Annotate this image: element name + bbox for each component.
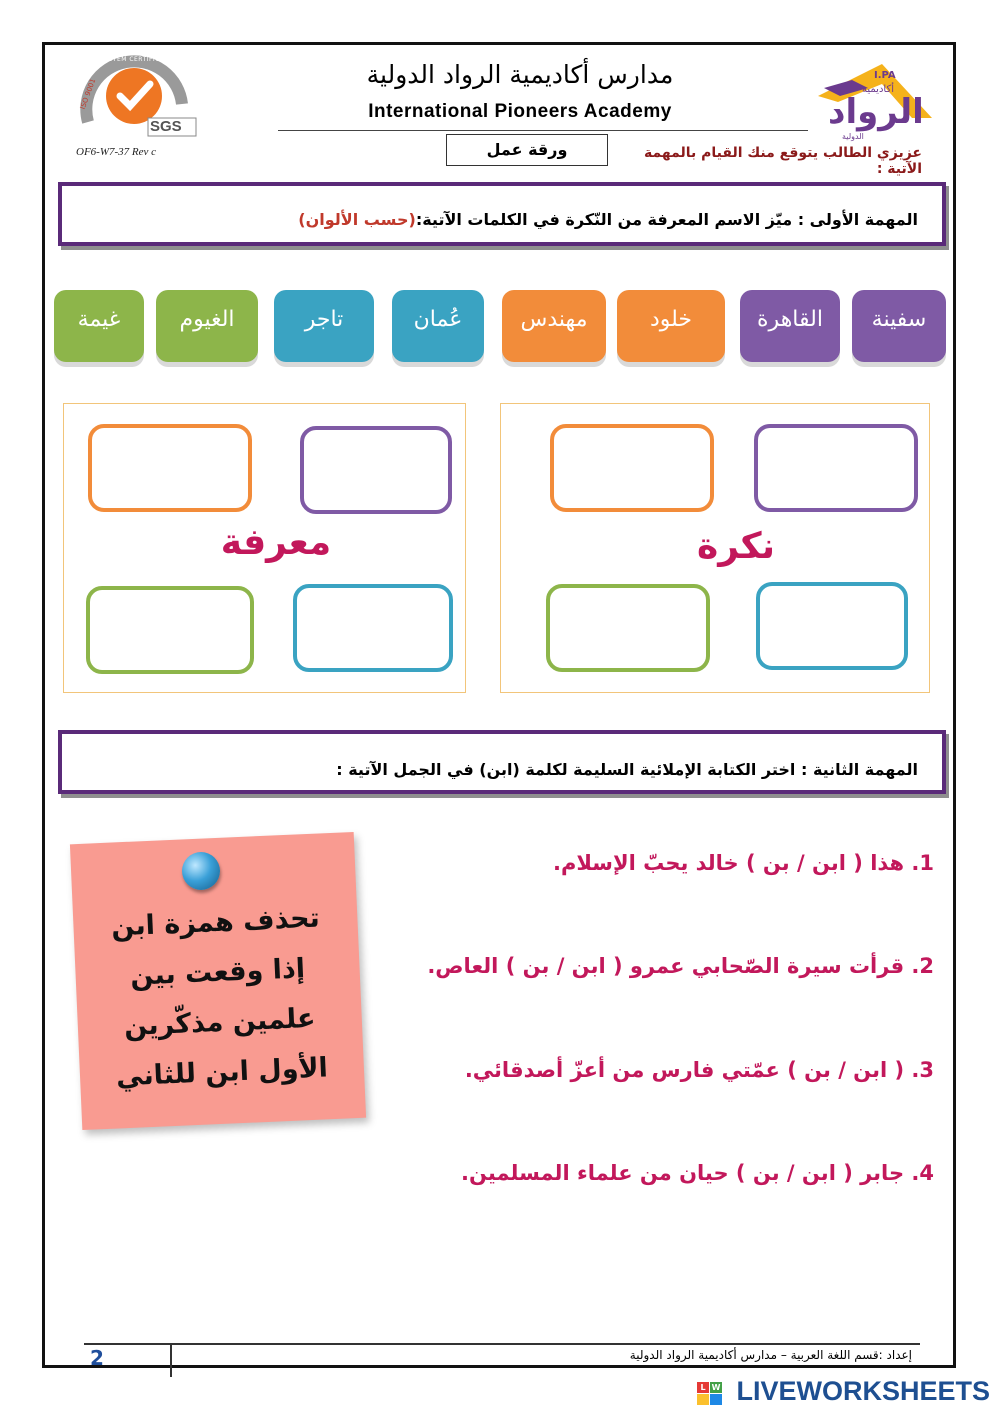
indefinite-slot-purple[interactable] <box>754 424 918 512</box>
footer-separator <box>170 1345 172 1377</box>
word-tile-2[interactable]: القاهرة <box>740 290 840 362</box>
definite-slot-purple[interactable] <box>300 426 452 514</box>
footer-prepared-by: إعداد :قسم اللغة العربية – مدارس أكاديمية الرواد الدولية <box>629 1348 912 1362</box>
word-tile-5[interactable]: عُمان <box>392 290 484 362</box>
academy-logo-abbr: I.PA <box>874 70 896 81</box>
worksheet-label: ورقة عمل <box>446 134 608 166</box>
academy-logo-sub: أكاديمية <box>862 84 894 95</box>
academy-logo-name: الرواد <box>828 92 924 132</box>
badge-letter-l: L <box>697 1382 709 1393</box>
liveworksheets-brand[interactable]: LIVEWORKSHEETS <box>736 1376 990 1406</box>
document-code: OF6-W7-37 Rev c <box>76 146 157 158</box>
sentence-3[interactable]: 3. ( ابن / بن ) عمّتي فارس من أعزّ أصدقائي. <box>464 1058 934 1082</box>
sgs-certification-logo <box>70 52 200 142</box>
academy-logo <box>812 58 936 148</box>
word-tile-8[interactable]: غيمة <box>54 290 144 362</box>
definite-label: معرفة <box>220 522 332 563</box>
word-tile-7[interactable]: الغيوم <box>156 290 258 362</box>
indefinite-label: نكرة <box>696 526 776 567</box>
sgs-text: SGS <box>150 118 182 135</box>
note-text <box>73 892 365 1104</box>
sentence-1[interactable]: 1. هذا ( ابن / بن ) خالد يحبّ الإسلام. <box>552 851 934 875</box>
school-name-arabic: مدارس أكاديمية الرواد الدولية <box>366 60 674 89</box>
word-tile-4[interactable]: مهندس <box>502 290 606 362</box>
footer-divider <box>84 1343 920 1345</box>
badge-letter-w: W <box>711 1383 721 1392</box>
note-line-3: علمين مذكّرين <box>123 1002 317 1043</box>
badge-square-yellow <box>697 1394 709 1405</box>
task1-instruction-bar <box>58 182 946 246</box>
word-tile-6[interactable]: تاجر <box>274 290 374 362</box>
task1-instruction <box>298 210 918 229</box>
liveworksheets-badge-icon <box>697 1382 723 1406</box>
cert-ring-text: SYSTEM CERTIFICATION <box>100 56 181 63</box>
definite-slot-green[interactable] <box>86 586 254 674</box>
badge-square-blue <box>710 1394 722 1405</box>
word-tile-3[interactable]: خلود <box>617 290 725 362</box>
sentence-4[interactable]: 4. جابر ( ابن / بن ) حيان من علماء المسلمين. <box>461 1161 934 1185</box>
page-number: 2 <box>90 1346 104 1370</box>
task1-instruction-text: المهمة الأولى : ميّز الاسم المعرفة من النّكرة في الكلمات الآتية: <box>415 210 918 229</box>
task1-instruction-hint: (حسب الألوان) <box>298 210 416 229</box>
school-name-english: International Pioneers Academy <box>368 101 672 122</box>
indefinite-slot-blue[interactable] <box>756 582 908 670</box>
indefinite-slot-orange[interactable] <box>550 424 714 512</box>
definite-slot-orange[interactable] <box>88 424 252 512</box>
word-tile-1[interactable]: سفينة <box>852 290 946 362</box>
definite-slot-blue[interactable] <box>293 584 453 672</box>
note-line-2: إذا وقعت بين <box>129 953 306 992</box>
pushpin-icon <box>182 852 220 890</box>
task2-instruction-bar <box>58 730 946 794</box>
greeting-text: عزيزي الطالب يتوقع منك القيام بالمهمة الآتية : <box>643 145 922 177</box>
note-line-1: تحذف همزة ابن <box>110 902 321 943</box>
indefinite-slot-green[interactable] <box>546 584 710 672</box>
iso-text: ISO 9001 <box>78 77 98 111</box>
header-divider <box>278 130 808 131</box>
sentence-2[interactable]: 2. قرأت سيرة الصّحابي عمرو ( ابن / بن ) العاص. <box>427 954 934 978</box>
note-line-4: الأول ابن للثاني <box>115 1052 329 1093</box>
task2-instruction: المهمة الثانية : اختر الكتابة الإملائية السليمة لكلمة (ابن) في الجمل الآتية : <box>336 760 918 779</box>
academy-logo-sub2: الدولية <box>842 132 864 141</box>
